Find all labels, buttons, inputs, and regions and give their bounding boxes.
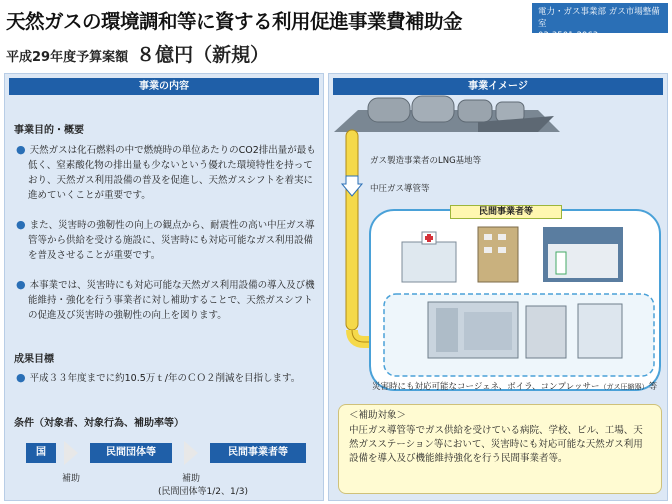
contact-dept: 電力・ガス事業部 ガス市場整備室 [538, 7, 660, 29]
gas-station-icon [543, 227, 623, 282]
goal-title: 成果目標 [14, 354, 54, 365]
business-image-header: 事業イメージ [333, 78, 663, 95]
bullet-dot-icon: ● [16, 218, 26, 231]
pipe-label: 中圧ガス導管等 [370, 184, 430, 194]
flow-arrow-icon [64, 441, 78, 465]
bullet-3 [14, 277, 318, 323]
private-business-label: 民間事業者等 [450, 205, 562, 219]
equipment-label-tail: 等 [648, 382, 658, 392]
pipe-vertical [346, 130, 358, 330]
flow-label-rate: (民間団体等1/2、1/3) [158, 487, 248, 497]
flow-label-subsidy-1: 補助 [62, 474, 81, 484]
bullet-dot-icon: ● [16, 143, 26, 156]
flow-box-private-org: 民間団体等 [90, 443, 172, 463]
note-text: 中圧ガス導管等でガス供給を受けている病院、学校、ビル、工場、天然ガスステーション等において、災害時にも対応可能な天然ガス利用設備を導入及び機能維持強化を行う民間事業者等。 [349, 425, 643, 464]
compressor-icon [578, 304, 622, 358]
contact-phone: 03-3501-2963 [538, 31, 599, 41]
goal-bullet-text: 平成３３年度までに約10.5万ｔ/年のＣＯ２削減を目指します。 [29, 373, 301, 384]
business-illustration [328, 92, 668, 402]
lng-terminal-icon [334, 96, 560, 132]
business-content-header: 事業の内容 [9, 78, 319, 95]
goal-bullet [14, 370, 318, 386]
equipment-label-main: 災害時にも対応可能なコージェネ、ボイラ、コンプレッサー [372, 382, 600, 392]
contact-box [532, 3, 668, 41]
page-title: 天然ガスの環境調和等に資する利用促進事業費補助金 [6, 10, 463, 33]
bullet-1 [14, 142, 318, 203]
purpose-title: 事業目的・概要 [14, 125, 84, 136]
flow-box-country: 国 [26, 443, 56, 463]
school-icon [478, 227, 518, 282]
budget-amount: ８億円（新規） [136, 44, 270, 66]
note-title: ＜補助対象＞ [349, 410, 407, 421]
flow-label-subsidy-2: 補助 [182, 474, 201, 484]
cogeneration-icon [428, 302, 518, 358]
equipment-label-small: （ガス圧縮器） [599, 383, 649, 391]
flow-box-private-business: 民間事業者等 [210, 443, 306, 463]
down-arrow-icon [342, 176, 362, 196]
boiler-icon [526, 306, 566, 358]
lng-base-label: ガス製造事業者のLNG基地等 [370, 156, 482, 166]
budget-line [6, 40, 269, 67]
subsidy-target-note [338, 404, 662, 494]
bullet-2-text: また、災害時の強靭性の向上の観点から、耐震性の高い中圧ガス導管等から供給を受ける施設に、災害時にも対応可能なガス利用設備を普及させることが重要です。 [28, 220, 315, 261]
bullet-2 [14, 217, 318, 263]
equipment-label [372, 380, 657, 392]
conditions-title: 条件（対象者、対象行為、補助率等） [14, 418, 184, 429]
bullet-3-text: 本事業では、災害時にも対応可能な天然ガス利用設備の導入及び機能維持・強化を行う事業者に対し補助することで、天然ガスシフトの促進及び災害時の強靭性の向上を図ります。 [28, 280, 315, 321]
flow-arrow-icon [184, 441, 198, 465]
bullet-1-text: 天然ガスは化石燃料の中で燃焼時の単位あたりのCO2排出量が最も低く、窒素酸化物の排出量も少ないという優れた環境特性を持っており、天然ガス利用設備の普及を促進し、天然ガスシフトを着実に進めていくことが重要です。 [28, 145, 316, 201]
budget-label: 平成29年度予算案額 [6, 50, 129, 65]
bullet-dot-icon: ● [16, 371, 26, 384]
bullet-dot-icon: ● [16, 278, 26, 291]
